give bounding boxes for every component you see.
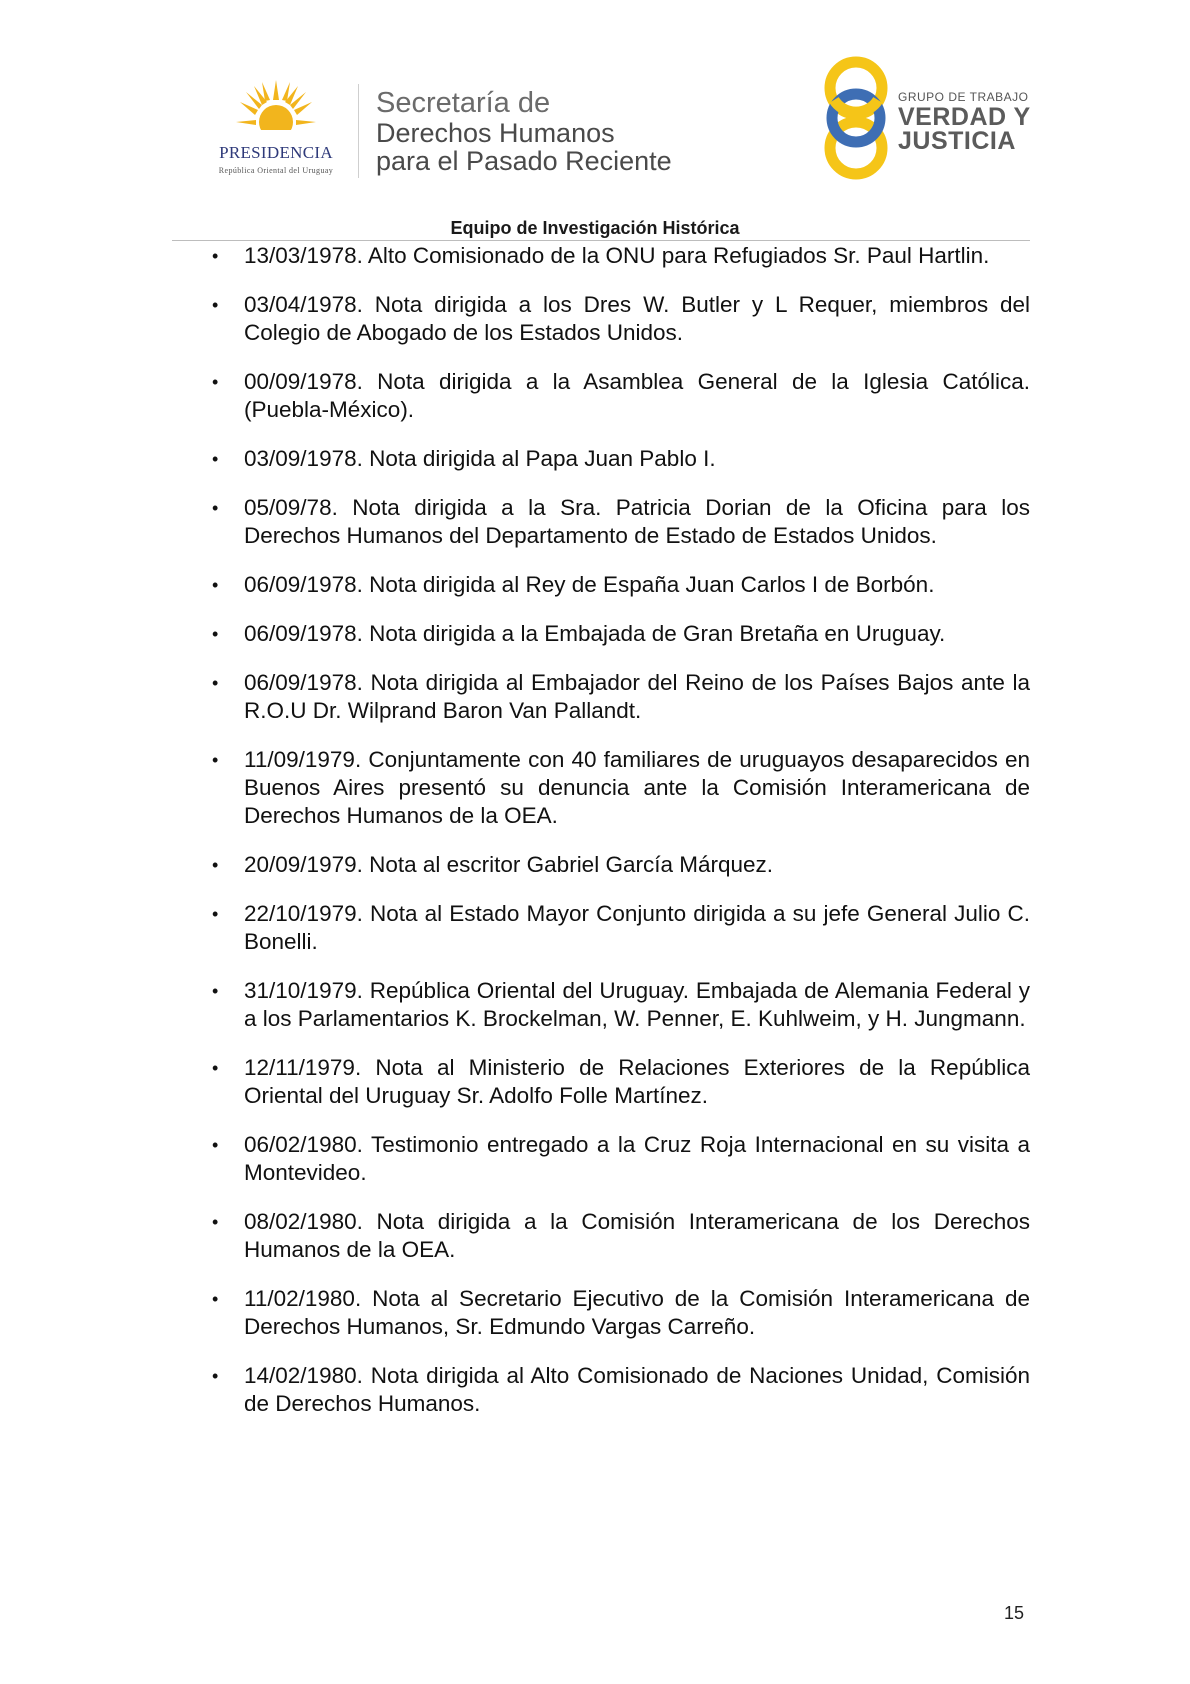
verdad-justicia-logo (822, 56, 1042, 180)
list-item (208, 620, 1030, 648)
list-item (208, 851, 1030, 879)
list-item (208, 746, 1030, 830)
entry-text: 20/09/1979. Nota al escritor Gabriel García Márquez. (244, 852, 774, 877)
secretaria-line-3: para el Pasado Reciente (376, 146, 672, 176)
list-item (208, 242, 1030, 270)
list-item (208, 368, 1030, 424)
bullet-icon: • (212, 981, 219, 1001)
presidencia-name: PRESIDENCIA (219, 143, 333, 162)
sun-icon (234, 78, 318, 140)
justicia-label: JUSTICIA (898, 127, 1016, 155)
list-item (208, 494, 1030, 550)
bullet-icon: • (212, 372, 219, 392)
bullet-icon: • (212, 246, 219, 266)
bullet-icon: • (212, 498, 219, 518)
list-item (208, 1054, 1030, 1110)
list-item (208, 445, 1030, 473)
entry-text: 08/02/1980. Nota dirigida a la Comisión Interamericana de los Derechos Humanos de la OEA. (244, 1209, 1030, 1262)
logo-divider (358, 84, 359, 178)
list-item (208, 1285, 1030, 1341)
presidencia-logo (196, 78, 356, 178)
list-item (208, 900, 1030, 956)
entry-text: 06/09/1978. Nota dirigida al Embajador del Reino de los Países Bajos ante la R.O.U Dr. Wilprand Baron Van Pallandt. (244, 670, 1030, 723)
entry-text: 12/11/1979. Nota al Ministerio de Relaciones Exteriores de la República Oriental del Uruguay Sr. Adolfo Folle Martínez. (244, 1055, 1030, 1108)
entry-text: 11/09/1979. Conjuntamente con 40 familiares de uruguayos desaparecidos en Buenos Aires presentó su denuncia ante la Comisión Interamericana de Derechos Humanos de la OEA. (244, 747, 1030, 828)
entry-text: 00/09/1978. Nota dirigida a la Asamblea General de la Iglesia Católica. (Puebla-México). (244, 369, 1030, 422)
grupo-trabajo-label: GRUPO DE TRABAJO (898, 90, 1029, 104)
header-divider (172, 240, 1030, 241)
list-item (208, 571, 1030, 599)
entry-text: 06/09/1978. Nota dirigida a la Embajada de Gran Bretaña en Uruguay. (244, 621, 946, 646)
presidencia-subtitle: República Oriental del Uruguay (218, 166, 334, 175)
entry-text: 11/02/1980. Nota al Secretario Ejecutivo de la Comisión Interamericana de Derechos Humanos, Sr. Edmundo Vargas Carreño. (244, 1286, 1030, 1339)
bullet-icon: • (212, 1058, 219, 1078)
entry-text: 31/10/1979. República Oriental del Uruguay. Embajada de Alemania Federal y a los Parlamentarios K. Brockelman, W. Penner, E. Kuhlweim, y H. Jungmann. (244, 978, 1030, 1031)
bullet-icon: • (212, 295, 219, 315)
list-item (208, 977, 1030, 1033)
list-item (208, 291, 1030, 347)
bullet-icon: • (212, 575, 219, 595)
bullet-icon: • (212, 750, 219, 770)
entry-text: 14/02/1980. Nota dirigida al Alto Comisionado de Naciones Unidad, Comisión de Derechos Humanos. (244, 1363, 1030, 1416)
secretaria-line-1: Secretaría de (376, 87, 551, 119)
bullet-icon: • (212, 904, 219, 924)
bullet-icon: • (212, 673, 219, 693)
bullet-icon: • (212, 1289, 219, 1309)
verdad-label: VERDAD Y (898, 103, 1031, 131)
bullet-icon: • (212, 1135, 219, 1155)
bullet-icon: • (212, 855, 219, 875)
entry-text: 06/02/1980. Testimonio entregado a la Cruz Roja Internacional en su visita a Montevideo. (244, 1132, 1030, 1185)
bullet-icon: • (212, 1366, 219, 1386)
entry-text: 05/09/78. Nota dirigida a la Sra. Patricia Dorian de la Oficina para los Derechos Humanos del Departamento de Estado de Estados Unidos. (244, 495, 1030, 548)
interlocked-rings-icon (822, 56, 892, 180)
list-item (208, 669, 1030, 725)
entry-text: 13/03/1978. Alto Comisionado de la ONU para Refugiados Sr. Paul Hartlin. (244, 243, 990, 268)
list-item (208, 1208, 1030, 1264)
bullet-icon: • (212, 449, 219, 469)
bullet-icon: • (212, 1212, 219, 1232)
chronology-list (208, 242, 1030, 1439)
list-item (208, 1362, 1030, 1418)
page-header (0, 0, 1190, 250)
entry-text: 06/09/1978. Nota dirigida al Rey de España Juan Carlos I de Borbón. (244, 572, 935, 597)
team-title: Equipo de Investigación Histórica (450, 218, 740, 238)
entry-text: 03/04/1978. Nota dirigida a los Dres W. Butler y L Requer, miembros del Colegio de Abogado de los Estados Unidos. (244, 292, 1030, 345)
bullet-icon: • (212, 624, 219, 644)
secretaria-line-2: Derechos Humanos (376, 118, 615, 148)
entry-text: 22/10/1979. Nota al Estado Mayor Conjunto dirigida a su jefe General Julio C. Bonelli. (244, 901, 1030, 954)
list-item (208, 1131, 1030, 1187)
secretaria-wordmark (376, 88, 672, 175)
entry-text: 03/09/1978. Nota dirigida al Papa Juan Pablo I. (244, 446, 716, 471)
page-number: 15 (1004, 1603, 1025, 1623)
